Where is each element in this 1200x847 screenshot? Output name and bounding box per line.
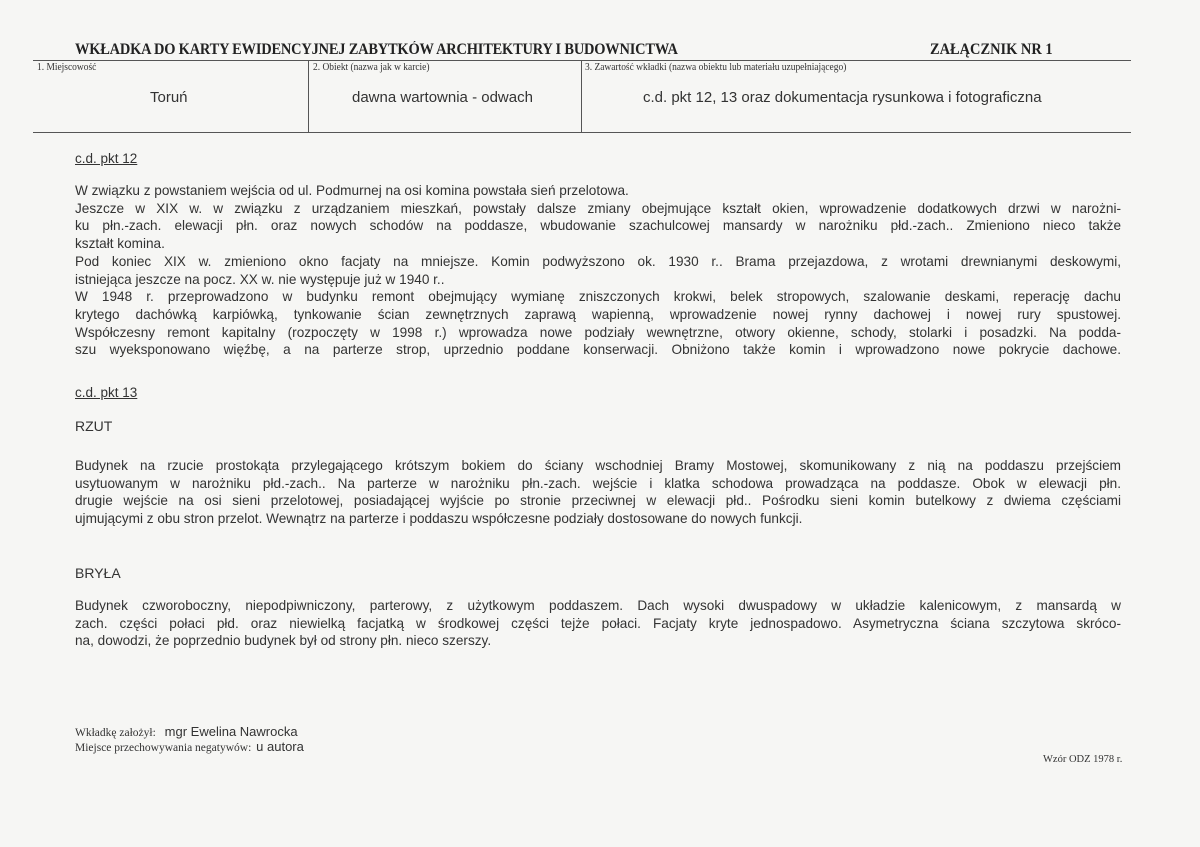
text-line: Budynek na rzucie prostokąta przylegającego krótszym bokiem do ściany wschodniej Bramy Mostowej, skomunikowany z nią na poddaszu przejściem — [75, 458, 1121, 473]
text-line: W 1948 r. przeprowadzono w budynku remont obejmujący wymianę zniszczonych krokwi, belek stropowych, szalowanie deskami, reperację dachu — [75, 289, 1121, 305]
section-heading-pkt12: c.d. pkt 12 — [75, 151, 138, 166]
text-line: istniejąca jeszcze na pocz. XX w. nie występuje już w 1940 r.. — [75, 271, 445, 287]
text-line: drugie wejście na osi sieni przelotowej, posiadającej wyjście po stronie przeciwnej w elewacji płd.. Pośrodku sieni komin butelkowy z dwiema częściami — [75, 493, 1121, 509]
subheading-bryla: BRYŁA — [75, 565, 121, 581]
field-label-contents: 3. Zawartość wkładki (nazwa obiektu lub materiału uzupełniającego) — [585, 62, 847, 73]
header-top-rule — [33, 60, 1131, 61]
storage-row — [75, 739, 304, 754]
text-line: kształt komina. — [75, 236, 165, 252]
field-value-object: dawna wartownia - odwach — [352, 89, 533, 106]
column-divider — [308, 60, 309, 132]
text-line: na, dowodzi, że poprzednio budynek był od strony płn. nieco szerszy. — [75, 633, 492, 649]
text-line: Pod koniec XIX w. zmieniono okno facjaty na mniejsze. Komin podwyższono ok. 1930 r.. Brama przejazdowa, z wrotami drewnianymi deskowymi, — [75, 253, 1121, 269]
author-value: mgr Ewelina Nawrocka — [164, 724, 298, 739]
author-row — [75, 724, 298, 739]
text-line: zach. części połaci płd. oraz niewielką facjatką w środkowej części tejże połaci. Facjaty kryte jednospadowo. Asymetryczna ściana szczytowa skróco- — [75, 615, 1121, 631]
author-label: Wkładkę założył: — [75, 727, 156, 739]
template-version: Wzór ODZ 1978 r. — [1043, 754, 1123, 765]
field-value-contents: c.d. pkt 12, 13 oraz dokumentacja rysunkowa i fotograficzna — [643, 89, 1042, 106]
document-title: WKŁADKA DO KARTY EWIDENCYJNEJ ZABYTKÓW ARCHITEKTURY I BUDOWNICTWA — [75, 41, 678, 58]
text-line: ku płn.-zach. elewacji płn. oraz nowych schodów na poddasze, wbudowanie szachulcowej mansardy w narożniku płd.-zach.. Zmieniono nieco także — [75, 218, 1121, 234]
text-line: ujmującymi z obu stron przelot. Wewnątrz na parterze i poddaszu współczesne podziały dostosowane do nowych funkcji. — [75, 511, 803, 527]
text-line: W związku z powstaniem wejścia od ul. Podmurnej na osi komina powstała sień przelotowa. — [75, 183, 629, 198]
header-bottom-rule — [33, 132, 1131, 133]
text-line: usytuowanym w narożniku płd.-zach.. Na parterze w narożniku płn.-zach. wejście i klatka schodowa prowadząca na poddasze. Obok w elewacji płn. — [75, 475, 1121, 491]
rzut-paragraph — [75, 457, 1121, 528]
text-line: krytego dachówką karpiówką, tynkowanie ścian zewnętrznych zaprawą wapienną, wprowadzenie nowej rynny dachowej i nowej rury spustowej. — [75, 306, 1121, 322]
section-heading-pkt13: c.d. pkt 13 — [75, 385, 138, 400]
text-line: Budynek czworoboczny, niepodpiwniczony, parterowy, z użytkowym poddaszem. Dach wysoki dwuspadowy w układzie kalenicowym, z mansardą w — [75, 598, 1121, 613]
section12-paragraph — [75, 182, 1121, 359]
subheading-rzut: RZUT — [75, 418, 113, 434]
text-line: Współczesny remont kapitalny (rozpoczęty w 1998 r.) wprowadza nowe podziały wewnętrzne, otwory okienne, schody, stolarki i posadzki. Na podda- — [75, 324, 1121, 340]
field-value-location: Toruń — [150, 89, 188, 106]
storage-label: Miejsce przechowywania negatywów: — [75, 742, 252, 754]
field-label-location: 1. Miejscowość — [37, 62, 97, 73]
text-line: Jeszcze w XIX w. w związku z urządzaniem mieszkań, powstały dalsze zmiany obejmujące kształt okien, wprowadzenie dodatkowych drzwi w narożni- — [75, 200, 1121, 216]
storage-value: u autora — [256, 739, 304, 754]
bryla-paragraph — [75, 597, 1121, 650]
field-label-object: 2. Obiekt (nazwa jak w karcie) — [313, 62, 430, 73]
annex-number: ZAŁĄCZNIK NR 1 — [930, 41, 1053, 58]
column-divider — [581, 60, 582, 132]
text-line: szu wyeksponowano więźbę, a na parterze strop, uprzednio poddane konserwacji. Obniżono także komin i wprowadzono nowe pokrycie dachowe. — [75, 342, 1121, 358]
